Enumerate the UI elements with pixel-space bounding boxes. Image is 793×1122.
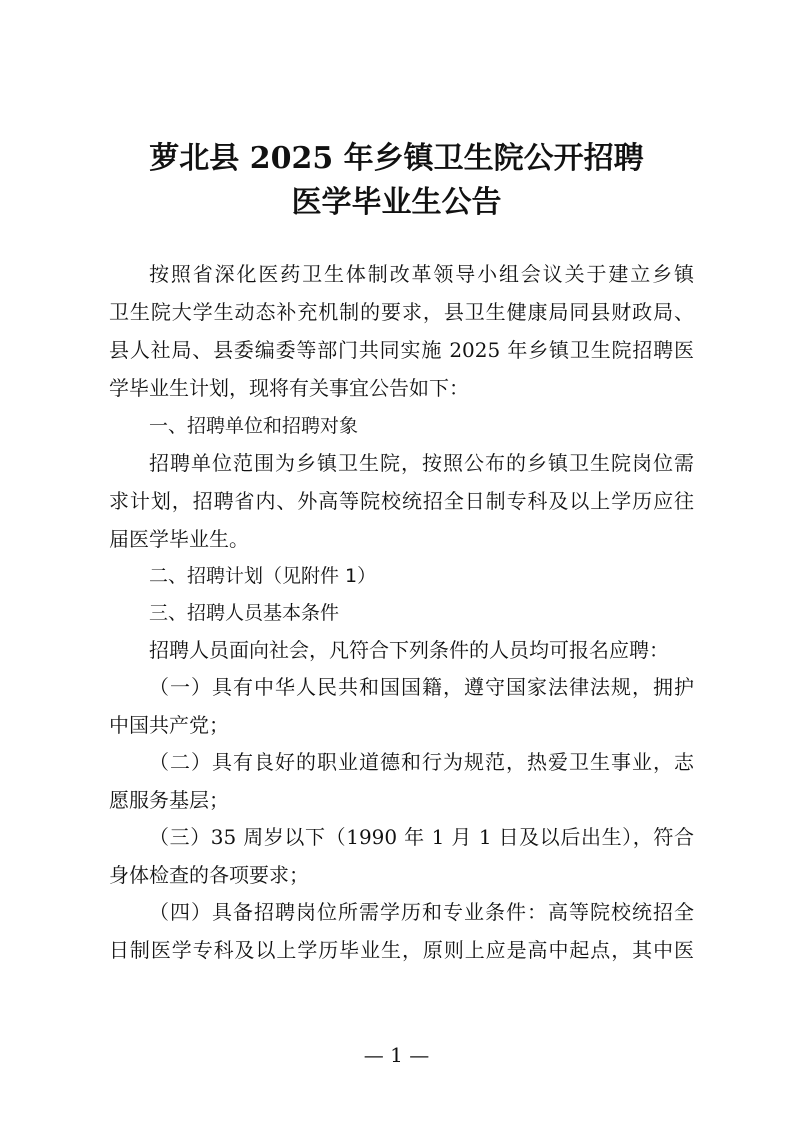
paragraph-intro-line-1: 按照省深化医药卫生体制改革领导小组会议关于建立乡镇 [149, 262, 694, 286]
paragraph-intro-line-3: 县人社局、县委编委等部门共同实施 2025 年乡镇卫生院招聘医 [109, 338, 694, 362]
document-title-line-2: 医学毕业生公告 [291, 185, 502, 220]
paragraph-intro-line-4: 学毕业生计划，现将有关事宜公告如下： [109, 376, 469, 400]
condition-1-line-2: 中国共产党； [109, 713, 229, 737]
paragraph-section1-line-3: 届医学毕业生。 [109, 527, 249, 551]
condition-3-line-2: 身体检查的各项要求； [109, 863, 309, 887]
paragraph-intro-line-2: 卫生院大学生动态补充机制的要求，县卫生健康局同县财政局、 [109, 300, 694, 324]
section-heading-2: 二、招聘计划（见附件 1） [149, 565, 377, 587]
section-heading-3: 三、招聘人员基本条件 [149, 602, 340, 624]
paragraph-section1-line-2: 求计划，招聘省内、外高等院校统招全日制专科及以上学历应往 [109, 489, 694, 513]
condition-4-line-2: 日制医学专科及以上学历毕业生，原则上应是高中起点，其中医 [109, 938, 694, 962]
condition-2-line-1: （二）具有良好的职业道德和行为规范，热爱卫生事业，志 [149, 750, 694, 774]
condition-3-line-1: （三）35 周岁以下（1990 年 1 月 1 日及以后出生），符合 [149, 825, 694, 849]
section-heading-1: 一、招聘单位和招聘对象 [149, 415, 359, 437]
page-number: — 1 — [363, 1043, 430, 1067]
paragraph-section3-intro: 招聘人员面向社会，凡符合下列条件的人员均可报名应聘： [149, 638, 669, 662]
condition-1-line-1: （一）具有中华人民共和国国籍，遵守国家法律法规，拥护 [149, 675, 694, 699]
condition-4-line-1: （四）具备招聘岗位所需学历和专业条件：高等院校统招全 [149, 900, 694, 924]
document-title-line-1: 萝北县 2025 年乡镇卫生院公开招聘 [149, 141, 644, 176]
condition-2-line-2: 愿服务基层； [109, 788, 229, 812]
paragraph-section1-line-1: 招聘单位范围为乡镇卫生院，按照公布的乡镇卫生院岗位需 [149, 451, 694, 475]
